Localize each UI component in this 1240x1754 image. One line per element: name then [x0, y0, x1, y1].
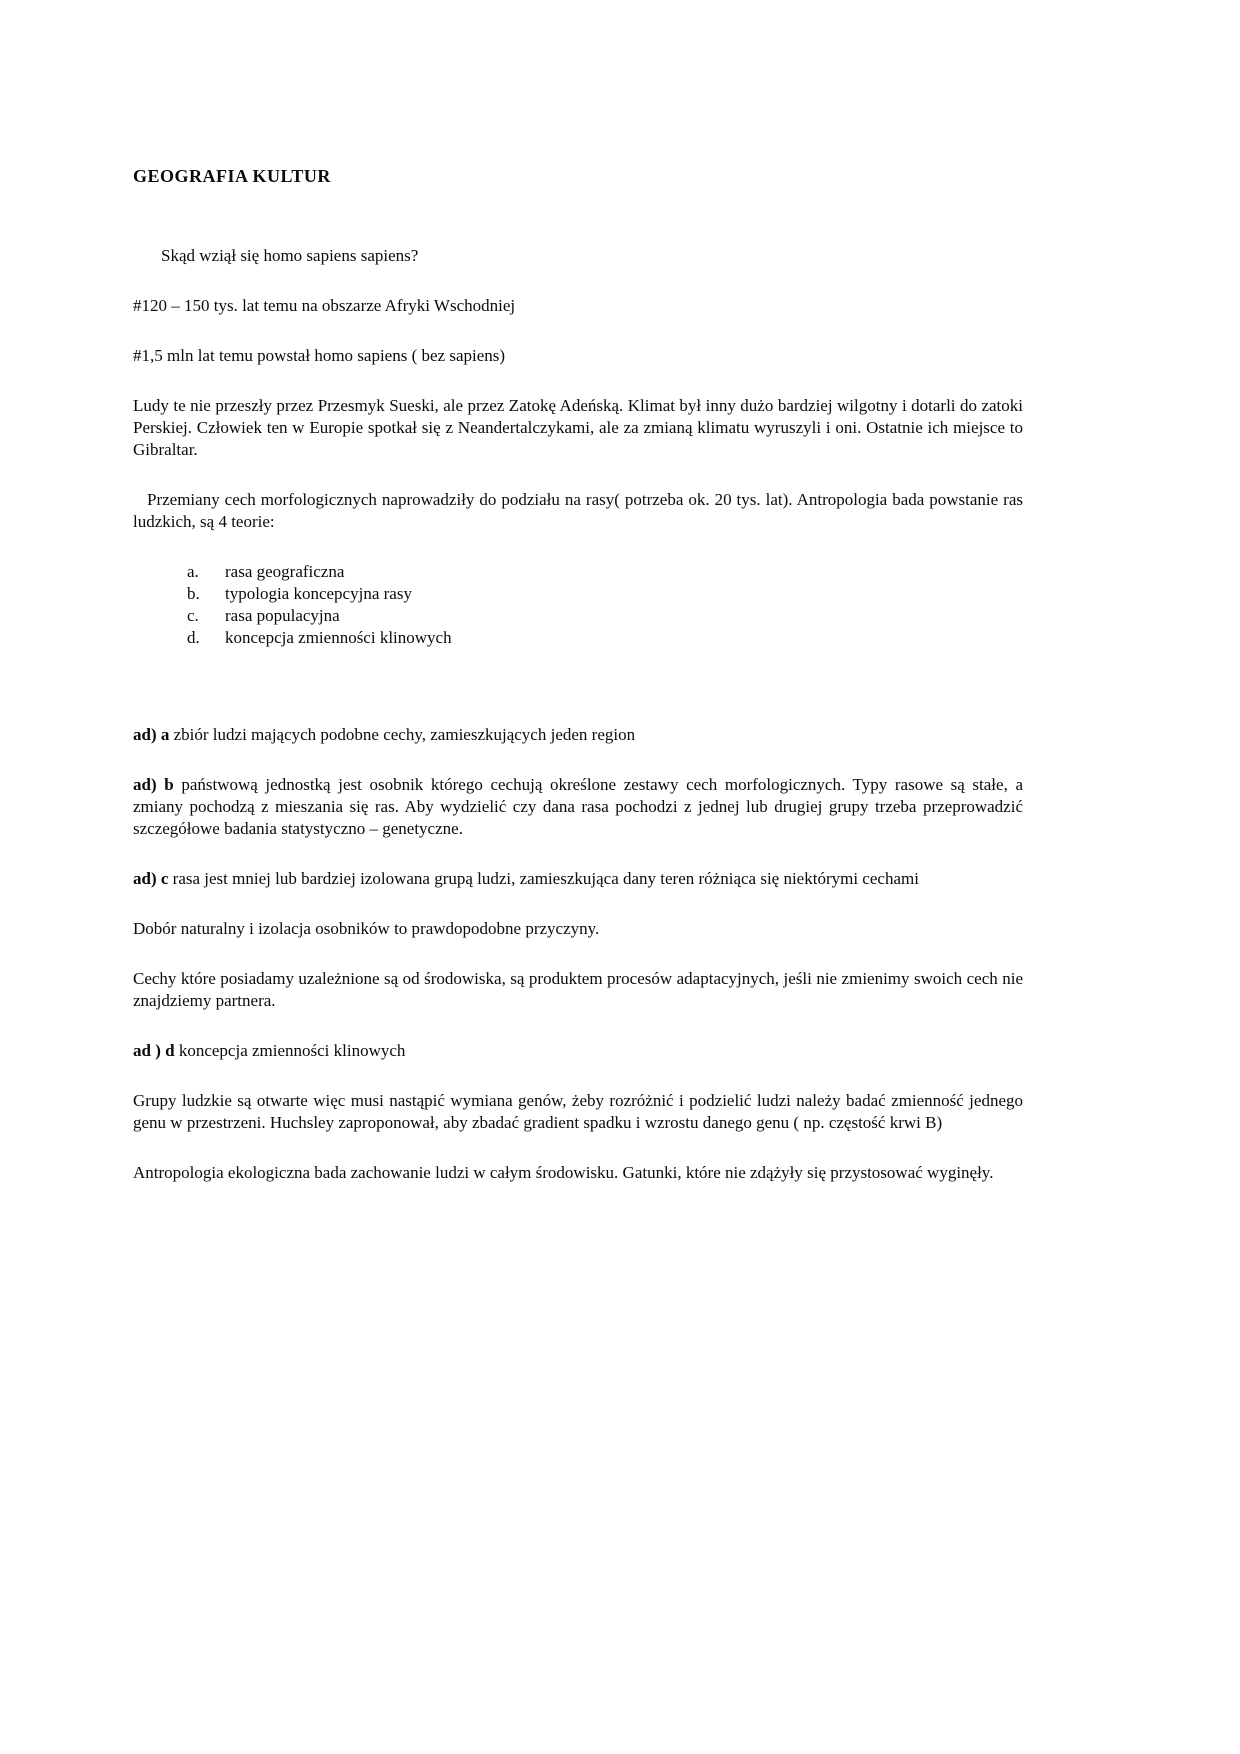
list-marker: b.	[187, 584, 200, 603]
paragraph-traits: Cechy które posiadamy uzależnione są od środowiska, są produktem procesów adaptacyjnych, jeśli nie zmienimy swoich cech nie znajdziemy partnera.	[133, 969, 1023, 1010]
fact-line-2: #1,5 mln lat temu powstał homo sapiens ( bez sapiens)	[133, 346, 506, 365]
ad-d-label: ad ) d	[133, 1041, 175, 1060]
ad-b-text: państwową jednostką jest osobnik którego cechują określone zestawy cech morfologicznych. Typy rasowe są stałe, a zmiany pochodzą z mieszania się ras. Aby wydzielić czy dana rasa pochodzi z jednej lub drugiej grupy trzeba przeprowadzić szczegółowe badania statystyczno – genetyczne.	[133, 775, 1023, 838]
ad-a-text: zbiór ludzi mających podobne cechy, zamieszkujących jeden region	[173, 725, 636, 744]
page-title: GEOGRAFIA KULTUR	[133, 166, 331, 186]
question-line: Skąd wziął się homo sapiens sapiens?	[161, 246, 419, 265]
paragraph-ad-c	[133, 868, 1023, 890]
ad-a-label: ad) a	[133, 725, 170, 744]
paragraph-ad-d	[133, 1040, 1023, 1062]
list-item	[133, 561, 1023, 583]
list-marker: d.	[187, 628, 200, 647]
list-item	[133, 605, 1023, 627]
ad-c-text: rasa jest mniej lub bardziej izolowana grupą ludzi, zamieszkująca dany teren różniąca się niektórymi cechami	[172, 869, 919, 888]
theories-list	[133, 561, 1023, 649]
paragraph-ad-b	[133, 774, 1023, 840]
paragraph-ecology: Antropologia ekologiczna bada zachowanie ludzi w całym środowisku. Gatunki, które nie zdążyły się przystosować wyginęły.	[133, 1163, 994, 1182]
list-marker: c.	[187, 606, 199, 625]
list-item	[133, 627, 1023, 649]
list-item-text: koncepcja zmienności klinowych	[225, 628, 452, 647]
ad-b-label: ad) b	[133, 775, 174, 794]
paragraph-selection: Dobór naturalny i izolacja osobników to prawdopodobne przyczyny.	[133, 919, 600, 938]
ad-c-label: ad) c	[133, 869, 169, 888]
paragraph-genes: Grupy ludzkie są otwarte więc musi nastąpić wymiana genów, żeby rozróżnić i podzielić ludzi należy badać zmienność jednego genu w przestrzeni. Huchsley zaproponował, aby zbadać gradient spadku i wzrostu danego genu ( np. częstość krwi B)	[133, 1091, 1023, 1132]
document-content	[133, 165, 1023, 1212]
list-item-text: typologia koncepcyjna rasy	[225, 584, 412, 603]
list-marker: a.	[187, 562, 199, 581]
list-item-text: rasa populacyjna	[225, 606, 340, 625]
list-item-text: rasa geograficzna	[225, 562, 345, 581]
fact-line-1: #120 – 150 tys. lat temu na obszarze Afryki Wschodniej	[133, 296, 516, 315]
paragraph-migration: Ludy te nie przeszły przez Przesmyk Sueski, ale przez Zatokę Adeńską. Klimat był inny dużo bardziej wilgotny i dotarli do zatoki Perskiej. Człowiek ten w Europie spotkał się z Neandertalczykami, ale za zmianą klimatu wyruszyli i oni. Ostatnie ich miejsce to Gibraltar.	[133, 396, 1023, 459]
paragraph-races-intro: Przemiany cech morfologicznych naprowadziły do podziału na rasy( potrzeba ok. 20 tys. lat). Antropologia bada powstanie ras ludzkich, są 4 teorie:	[133, 490, 1023, 531]
ad-d-text: koncepcja zmienności klinowych	[178, 1041, 406, 1060]
list-item	[133, 583, 1023, 605]
paragraph-ad-a	[133, 724, 1023, 746]
